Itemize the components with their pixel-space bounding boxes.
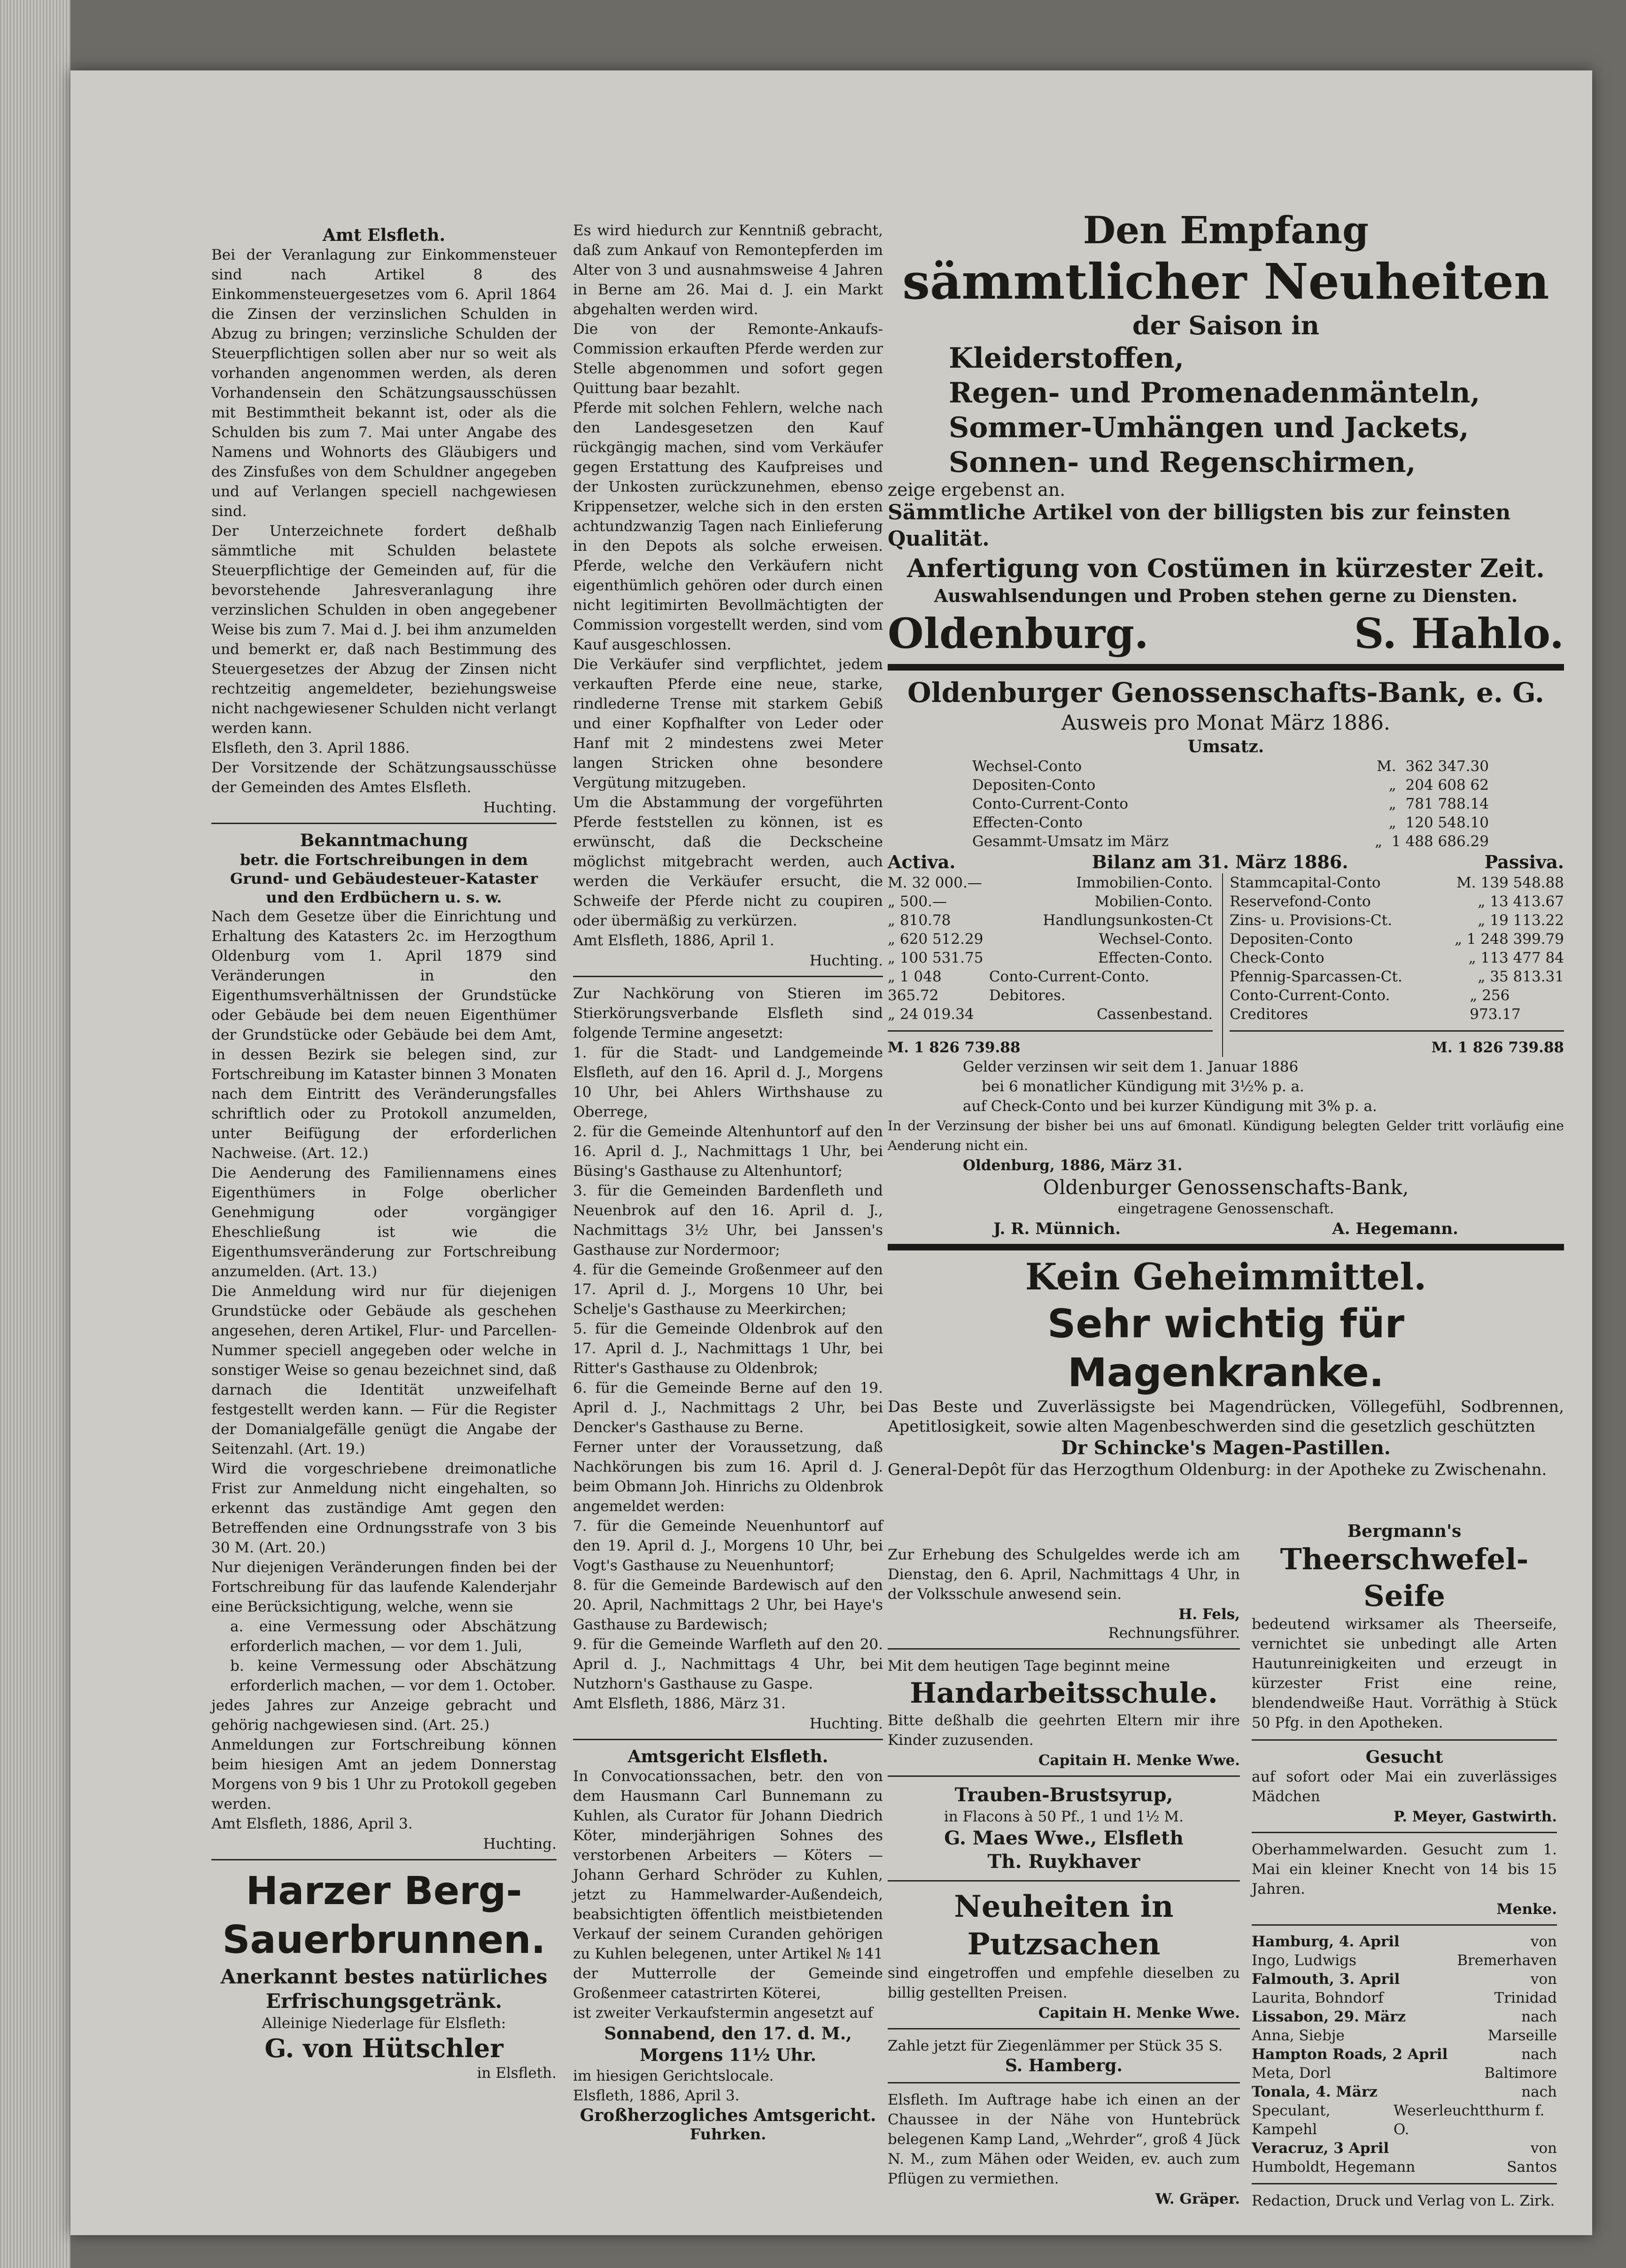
ad-title: Sauerbrunnen.: [222, 1918, 546, 1962]
table-row: Depositen-Conto „ 204 608 62: [972, 777, 1489, 794]
bank-text: auf Check-Conto und bei kurzer Kündigung mit 3% p. a.: [963, 1098, 1377, 1115]
ad-title: Harzer Berg-: [246, 1869, 522, 1913]
ad-title: Den Empfang: [1083, 208, 1369, 252]
divider: [211, 1859, 557, 1860]
ad-name: Th. Ruykhaver: [987, 1851, 1140, 1873]
list-item: Falmouth, 3. April von: [1252, 1971, 1557, 1988]
notice-body: Die von der Remonte-Ankaufs-Commission erkauften Pferde werden zur Stelle abgenommen und sofort gegen Quittung baar bezahlt.: [573, 321, 883, 397]
notice-body: Anmeldungen zur Fortschreibung können beim hiesigen Amt an jedem Donnerstag Morgens von 9 bis 1 Uhr zu Protokoll gegeben werden.: [211, 1736, 557, 1813]
notice-date: Elsfleth, 1886, April 3.: [573, 2087, 740, 2104]
ad-product: Dr Schincke's Magen-Pastillen.: [1061, 1437, 1391, 1459]
divider: [1230, 1030, 1564, 1032]
ad-name: Menke.: [1496, 1901, 1557, 1918]
ad-title: sämmtlicher Neuheiten: [902, 253, 1549, 310]
table-row: Gesammt-Umsatz im März „ 1 488 686.29: [972, 833, 1489, 850]
table-row: M. 32 000.— Immobilien-Conto.: [888, 874, 1213, 891]
list-item: Speculant, Kampehl Weserleuchtthurm f. O.: [1252, 2102, 1545, 2138]
ad-footer: [888, 608, 1564, 659]
bank-date: Oldenburg, 1886, März 31.: [963, 1157, 1183, 1174]
divider: [888, 1648, 1240, 1650]
table-row: Conto-Current-Conto „ 781 788.14: [972, 795, 1489, 812]
list-item: 6. für die Gemeinde Berne auf den 19. April d. J., Nachmittags 2 Uhr, bei Dencker's Gasthause zu Berne.: [573, 1380, 883, 1436]
list-item: 2. für die Gemeinde Altenhuntorf auf den 16. April d. J., Nachmittags 1 Uhr, bei Büsing's Gasthause zu Altenhuntorf;: [573, 1123, 883, 1180]
notice-body: Es wird hiedurch zur Kenntniß gebracht, daß zum Ankauf von Remontepferden im Alter von 3 und ausnahmsweise 4 Jahren in Berne am 26. Mai d. J. ein Markt abgehalten werden wird.: [573, 222, 883, 318]
list-item: 4. für die Gemeinde Großenmeer auf den 17. April d. J., Morgens 10 Uhr, bei Schelje's Gasthause zu Meerkirchen;: [573, 1261, 883, 1318]
divider: [573, 976, 883, 977]
list-item: Meta, Dorl Baltimore: [1252, 2065, 1557, 2082]
activa-label: Activa.: [888, 851, 956, 872]
list-item: 7. für die Gemeinde Neuenhuntorf auf den 19. April d. J., Morgens 10 Uhr, bei Vogt's Gasthause zu Neuenhuntorf;: [573, 1518, 883, 1574]
divider: [888, 1030, 1213, 1032]
ad-body: Zahle jetzt für Ziegenlämmer per Stück 35 S.: [888, 2037, 1223, 2054]
table-row: „ 620 512.29 Wechsel-Conto.: [888, 931, 1213, 948]
ad-line: Sommer-Umhängen und Jackets,: [949, 411, 1469, 444]
passiva-label: Passiva.: [1484, 851, 1564, 872]
notice-date: Elsfleth, den 3. April 1886.: [211, 740, 410, 756]
ad-line: Alleinige Niederlage für Elsfleth:: [262, 2015, 506, 2032]
column-4: [1252, 1521, 1557, 2211]
table-row: Zins- u. Provisions-Ct. „ 19 113.22: [1230, 912, 1564, 929]
ad-title: Trauben-Brustsyrup,: [954, 1784, 1173, 1806]
ad-line: Sonnen- und Regenschirmen,: [949, 446, 1416, 479]
notice-body: Wird die vorgeschriebene dreimonatliche Frist zur Anmeldung nicht eingehalten, so erkennt das zuständige Amt gegen den Betreffenden eine Ordnungsstrafe von 3 bis 30 M. (Art. 20.): [211, 1460, 557, 1556]
list-item: Tonala, 4. März nach: [1252, 2083, 1557, 2100]
divider: [573, 1739, 883, 1740]
notice-title: Amt Elsfleth.: [323, 225, 445, 245]
ad-title: Sehr wichtig für Magenkranke.: [1047, 1301, 1405, 1396]
ad-body: Bitte deßhalb die geehrten Eltern mir ihre Kinder zuzusenden.: [888, 1712, 1240, 1749]
bank-sign: Oldenburger Genossenschafts-Bank,: [1043, 1176, 1409, 1199]
divider: [1252, 1924, 1557, 1926]
table-row: „ 24 019.34 Cassenbestand.: [888, 1006, 1213, 1023]
ad-line: Kleiderstoffen,: [949, 342, 1185, 375]
ad-body: sind eingetroffen und empfehle dieselben zu billig gestellten Preisen.: [888, 1965, 1240, 2001]
notice-name: Huchting.: [809, 952, 883, 969]
ad-title: Bergmann's: [1347, 1521, 1462, 1541]
column-3: [888, 207, 1564, 1480]
notice-item: b. keine Vermessung oder Abschätzung erforderlich machen, — vor dem 1. October.: [230, 1658, 557, 1694]
total-passiva: M. 1 826 739.88: [1431, 1039, 1564, 1056]
divider: [888, 2028, 1240, 2029]
ad-body: Elsfleth. Im Auftrage habe ich einen an der Chaussee in der Nähe von Huntebrück belegenen Kamp Land, „Wehrder“, groß 4 Jück N. M., zum Mähen oder Weiden, ev. auch zum Pflügen zu vermiethen.: [888, 2091, 1240, 2187]
ad-line: Auswahlsendungen und Proben stehen gerne zu Diensten.: [934, 585, 1518, 606]
bank-title: Oldenburger Genossenschafts-Bank, e. G.: [907, 677, 1544, 709]
bank-subtitle: Ausweis pro Monat März 1886.: [1061, 711, 1390, 735]
ad-name: G. Maes Wwe., Elsfleth: [944, 1827, 1184, 1849]
ad-body: Oberhammelwarden. Gesucht zum 1. Mai ein kleiner Knecht von 14 bis 15 Jahren.: [1252, 1841, 1557, 1898]
table-row: Pfennig-Sparcassen-Ct. „ 35 813.31: [1230, 968, 1564, 985]
notice-body: Nach dem Gesetze über die Einrichtung und Erhaltung des Katasters 2c. im Herzogthum Oldenburg vom 1. April 1879 sind Veränderungen in den Eigenthumsverhältnissen der Grundstücke oder Gebäude bei dem neuen Eigenthümer der Grundstücke oder Gebäude bei dem Amt, in dessen Bezirk sie belegen sind, zur Fortschreibung im Kataster binnen 3 Monaten nach dem Eintritt des Veränderungsfalles schriftlich oder zu Protokoll anzumelden, unter Beifügung der erforderlichen Nachweise. (Art. 12.): [211, 908, 557, 1162]
ad-body: bedeutend wirksamer als Theerseife, vernichtet sie unbedingt alle Arten Hautunreinigkeiten und erzeugt in kürzester Frist eine reine, blendendweiße Haut. Vorräthig à Stück 50 Pfg. in den Apotheken.: [1252, 1616, 1557, 1731]
list-item: Anna, Siebje Marseille: [1252, 2027, 1557, 2044]
notice-subtitle: betr. die Fortschreibungen in dem Grund- und Gebäudesteuer-Kataster und den Erdbüchern u. s. w.: [230, 851, 538, 906]
footer-imprint: Redaction, Druck und Verlag von L. Zirk.: [1252, 2192, 1555, 2209]
divider: [888, 664, 1564, 671]
ad-title: Gesucht: [1365, 1747, 1443, 1767]
notice-body: Die Verkäufer sind verpflichtet, jedem verkauften Pferde eine neue, starke, rindlederne Trense mit starkem Gebiß und einer Kopfhalfter von Leder oder Hanf mit 2 mindestens zwei Meter langen Stricken ohne besondere Vergütung mitzugeben.: [573, 656, 883, 791]
divider: [211, 823, 557, 824]
notice-sign: Der Vorsitzende der Schätzungsausschüsse der Gemeinden des Amtes Elsfleth.: [211, 759, 557, 796]
list-item: Humboldt, Hegemann Santos: [1252, 2159, 1557, 2175]
ad-line: Anfertigung von Costümen in kürzester Zeit.: [907, 553, 1545, 583]
ad-line: Sämmtliche Artikel von der billigsten bis zur feinsten Qualität.: [888, 501, 1511, 551]
ad-name: W. Gräper.: [1155, 2191, 1240, 2207]
ad-name: Capitain H. Menke Wwe.: [1038, 2005, 1240, 2021]
bilanz-header: [888, 851, 1564, 873]
notice-body: jedes Jahres zur Anzeige gebracht und gehörig nachgewiesen sind. (Art. 25.): [211, 1697, 557, 1734]
ad-depot: General-Depôt für das Herzogthum Oldenburg: in der Apotheke zu Zwischenahn.: [888, 1460, 1547, 1479]
ad-body: Mit dem heutigen Tage beginnt meine: [888, 1658, 1170, 1674]
list-item: 1. für die Stadt- und Landgemeinde Elsfleth, auf den 16. April d. J., Morgens 10 Uhr, bei Ahlers Wirthshause zu Oberrege,: [573, 1044, 883, 1120]
notice-body: Nur diejenigen Veränderungen finden bei der Fortschreibung für das laufende Kalenderjahr eine Berücksichtigung, welche, wenn sie: [211, 1559, 557, 1615]
notice-date: Amt Elsfleth, 1886, März 31.: [573, 1695, 786, 1712]
notice-body: Die Aenderung des Familiennamens eines Eigenthümers in Folge oberlicher Genehmigung oder vorgängiger Eheschließung ist wie die Eigenthumsveränderung zur Fortschreibung anzumelden. (Art. 13.): [211, 1165, 557, 1280]
ad-role: Rechnungsführer.: [1108, 1625, 1240, 1642]
notice-body: Um die Abstammung der vorgeführten Pferde feststellen zu können, ist es erwünscht, daß die Deckscheine möglichst mitgebracht werden, auch werden die Verkäufer ersucht, die Schweife der Pferde nicht zu coupiren oder übermäßig zu verkürzen.: [573, 794, 883, 929]
ad-line: Regen- und Promenadenmänteln,: [949, 377, 1480, 409]
court-date: Sonnabend, den 17. d. M., Morgens 11½ Uhr.: [604, 2024, 852, 2065]
table-row: Effecten-Conto „ 120 548.10: [972, 814, 1489, 831]
ad-name: S. Hahlo.: [1354, 609, 1564, 658]
list-item: Ingo, Ludwigs Bremerhaven: [1252, 1952, 1557, 1969]
ad-name: Capitain H. Menke Wwe.: [1038, 1752, 1240, 1769]
notice-body: ist zweiter Verkaufstermin angesetzt auf: [573, 2005, 873, 2021]
court-place: im hiesigen Gerichtslocale.: [573, 2067, 774, 2084]
notice-body: Ferner unter der Voraussetzung, daß Nachkörungen bis zum 16. April d. J. beim Obmann Joh. Hinrichs zu Oldenbrok angemeldet werden:: [573, 1439, 883, 1515]
table-row: Reservefond-Conto „ 13 413.67: [1230, 893, 1564, 910]
bank-text: bei 6 monatlicher Kündigung mit 3½% p. a.: [982, 1078, 1304, 1095]
list-item: 8. für die Gemeinde Bardewisch auf den 20. April, Nachmittags 2 Uhr, bei Haye's Gasthause zu Bardewisch;: [573, 1577, 883, 1633]
table-row: Stammcapital-Conto M. 139 548.88: [1230, 874, 1564, 891]
table-row: „ 810.78 Handlungsunkosten-Ct: [888, 912, 1213, 929]
divider: [888, 2082, 1240, 2083]
table-row: Depositen-Conto „ 1 248 399.79: [1230, 931, 1564, 948]
table-row: Check-Conto „ 113 477 84: [1230, 949, 1564, 966]
page-stack-edge: [0, 0, 70, 2268]
ad-body: Das Beste und Zuverlässigste bei Magendrücken, Völlegefühl, Sodbrennen, Apetitlosigkeit, sowie alten Magenbeschwerden sind die gesetzlich geschützten: [888, 1397, 1564, 1436]
divider: [1252, 1832, 1557, 1833]
divider: [1252, 2183, 1557, 2184]
umsatz-table: [888, 757, 1564, 851]
ship-list: [1252, 1932, 1557, 2176]
ad-title: Neuheiten in Putzsachen: [954, 1889, 1174, 1962]
bank-text: In der Verzinsung der bisher bei uns auf 6monatl. Kündigung belegten Gelder tritt vorläufig eine Aenderung nicht ein.: [888, 1118, 1564, 1153]
ad-name: H. Fels,: [1178, 1606, 1240, 1623]
divider: [888, 1880, 1240, 1882]
bank-name: A. Hegemann.: [1332, 1219, 1458, 1238]
notice-date: Amt Elsfleth, 1886, April 3.: [211, 1815, 413, 1832]
list-item: Laurita, Bohndorf Trinidad: [1252, 1990, 1557, 2006]
table-row: „ 1 048 365.72 Conto-Current-Conto. Debitores.: [888, 968, 1150, 1004]
notice-name: Huchting.: [483, 799, 557, 816]
passiva-table: [1222, 873, 1564, 1057]
list-item: Lissabon, 29. März nach: [1252, 2008, 1557, 2025]
notice-name: Huchting.: [483, 1836, 557, 1852]
list-item: Hampton Roads, 2 April nach: [1252, 2046, 1557, 2063]
notice-body: Der Unterzeichnete fordert deßhalb sämmtliche mit Schulden belastete Steuerpflichtige der Gemeinden auf, für die bevorstehende Jahresveranlagung ihre verzinslichen Schulden in oben angegebener Weise bis zum 7. Mai d. J. bei ihm anzumelden und bemerkt er, daß nach Bestimmung des Steuergesetzes der Abzug der Zinsen nicht rechtzeitig angemeldeter, beziehungsweise nicht nachgewiesener Schulden nicht verlangt werden kann.: [211, 523, 557, 737]
ad-title: Handarbeitsschule.: [910, 1677, 1218, 1710]
list-item: 5. für die Gemeinde Oldenbrok auf den 17. April d. J., Nachmittags 1 Uhr, bei Ritter's Gasthause zu Oldenbrok;: [573, 1320, 883, 1377]
notice-title: Amtsgericht Elsfleth.: [627, 1747, 828, 1767]
notice-name: Huchting.: [809, 1715, 883, 1732]
notice-date: Amt Elsfleth, 1886, April 1.: [573, 932, 774, 949]
notice-title: Bekanntmachung: [300, 831, 468, 850]
bilanz-label: Bilanz am 31. März 1886.: [1092, 851, 1348, 872]
ad-city: Oldenburg.: [888, 609, 1149, 658]
ad-line: der Saison in: [1132, 310, 1320, 340]
court-name: Fuhrken.: [689, 2125, 767, 2143]
ad-name: G. von Hütschler: [264, 2033, 503, 2063]
total-activa: M. 1 826 739.88: [888, 1039, 1021, 1056]
notice-body: Die Anmeldung wird nur für diejenigen Grundstücke oder Gebäude als geschehen angesehen, deren Artikel, Flur- und Parcellen-Nummer speciell angegeben oder welche in sonstiger Weise so genau bezeichnet sind, daß darnach die Identität unzweifelhaft festgestellt werden kann. — Für die Register der Domanialgefälle genügt die Angabe der Seitenzahl. (Art. 19.): [211, 1283, 557, 1458]
ad-body: in Flacons à 50 Pf., 1 und 1½ M.: [944, 1808, 1184, 1825]
ad-name: S. Hamberg.: [1005, 2056, 1123, 2075]
divider: [1252, 1739, 1557, 1741]
list-item: Hamburg, 4. April von: [1252, 1933, 1557, 1950]
ad-line: zeige ergebenst an.: [888, 479, 1066, 500]
list-item: 9. für die Gemeinde Warfleth auf den 20. April d. J., Nachmittags 4 Uhr, bei Nutzhorn's Gasthause zu Gaspe.: [573, 1636, 883, 1692]
ad-name: P. Meyer, Gastwirth.: [1394, 1808, 1557, 1825]
bank-names: [888, 1219, 1564, 1239]
table-row: „ 500.— Mobilien-Conto.: [888, 893, 1213, 910]
table-row: Conto-Current-Conto. Creditores „ 256 973.17: [1230, 987, 1521, 1023]
list-item: 3. für die Gemeinden Bardenfleth und Neuenbrok auf den 16. April d. J., Nachmittags 3½ Uhr, bei Janssen's Gasthause zur Nordermoor;: [573, 1182, 883, 1258]
activa-table: [888, 873, 1213, 1057]
bank-text: Gelder verzinsen wir seit dem 1. Januar 1886: [963, 1058, 1299, 1075]
bank-sign: eingetragene Genossenschaft.: [1117, 1201, 1334, 1217]
table-row: Wechsel-Conto M. 362 347.30: [972, 758, 1489, 775]
notice-body: In Convocationssachen, betr. den von dem Hausmann Carl Bunnemann zu Kuhlen, als Curator für Johann Diedrich Köter, minderjährigen Sohnes des verstorbenen Arbeiters — Köters — Johann Gerhard Schröder zu Kuhlen, jetzt zu Hammelwarder-Außendeich, beabsichtigten öffentlich meistbietenden Verkauf der seinem Curanden gehörigen zu Kuhlen belegenen, unter Artikel № 141 der Mutterrolle der Gemeinde Großenmeer catastrirten Köterei,: [573, 1768, 883, 2002]
bank-name: J. R. Münnich.: [993, 1219, 1121, 1238]
bilanz-table: [888, 873, 1564, 1057]
bank-umsatz: Umsatz.: [1187, 737, 1264, 756]
ad-line: Anerkannt bestes natürliches Erfrischungsgetränk.: [220, 1965, 548, 2013]
list-item: Veracruz, 3 April von: [1252, 2140, 1557, 2157]
ad-place: in Elsfleth.: [477, 2065, 557, 2082]
ad-body: Zur Erhebung des Schulgeldes werde ich am Dienstag, den 6. April, Nachmittags 4 Uhr, in der Volksschule anwesend sein.: [888, 1546, 1240, 1603]
column-3-lower: [888, 1545, 1240, 2207]
notice-item: a. eine Vermessung oder Abschätzung erforderlich machen, — vor dem 1. Juli,: [230, 1618, 557, 1655]
court-sign: Großherzogliches Amtsgericht.: [580, 2106, 876, 2125]
divider: [888, 1775, 1240, 1777]
ad-title: Kein Geheimmittel.: [1025, 1256, 1427, 1298]
ad-body: auf sofort oder Mai ein zuverlässiges Mädchen: [1252, 1768, 1557, 1805]
notice-body: Zur Nachkörung von Stieren im Stierkörungsverbande Elsfleth sind folgende Termine angesetzt:: [573, 985, 883, 1041]
notice-body: Bei der Veranlagung zur Einkommensteuer sind nach Artikel 8 des Einkommensteuergesetzes vom 6. April 1864 die Zinsen der verzinslichen Schulden in Abzug zu bringen; verzinsliche Schulden der Steuerpflichtigen sollen aber nur so weit als vorhanden angenommen werden, als deren Vorhandensein den Schätzungsausschüssen mit Bestimmtheit bekannt ist, oder als die Schulden bis zum 7. Mai unter Angabe des Namens und Wohnorts des Gläubigers und des Zinsfußes von dem Schuldner angegeben und auf Verlangen speciell nachgewiesen sind.: [211, 247, 557, 520]
column-1: [211, 225, 557, 2083]
table-row: „ 100 531.75 Effecten-Conto.: [888, 949, 1213, 966]
divider: [888, 1244, 1564, 1250]
column-2: [573, 221, 883, 2143]
ad-title: Theerschwefel-Seife: [1280, 1542, 1529, 1613]
notice-body: Pferde mit solchen Fehlern, welche nach den Landesgesetzen den Kauf rückgängig machen, sind vom Verkäufer gegen Erstattung des Kaufpreises und der Unkosten zurückzunehmen, ebenso Krippensetzer, welche sich in den ersten achtundzwanzig Tagen nach Einlieferung in den Depots als solche erweisen. Pferde, welche den Verkäufern nicht eigenthümlich gehören oder durch einen nicht legitimirten Bevollmächtigten der Commission vorgestellt werden, sind vom Kauf ausgeschlossen.: [573, 400, 883, 653]
